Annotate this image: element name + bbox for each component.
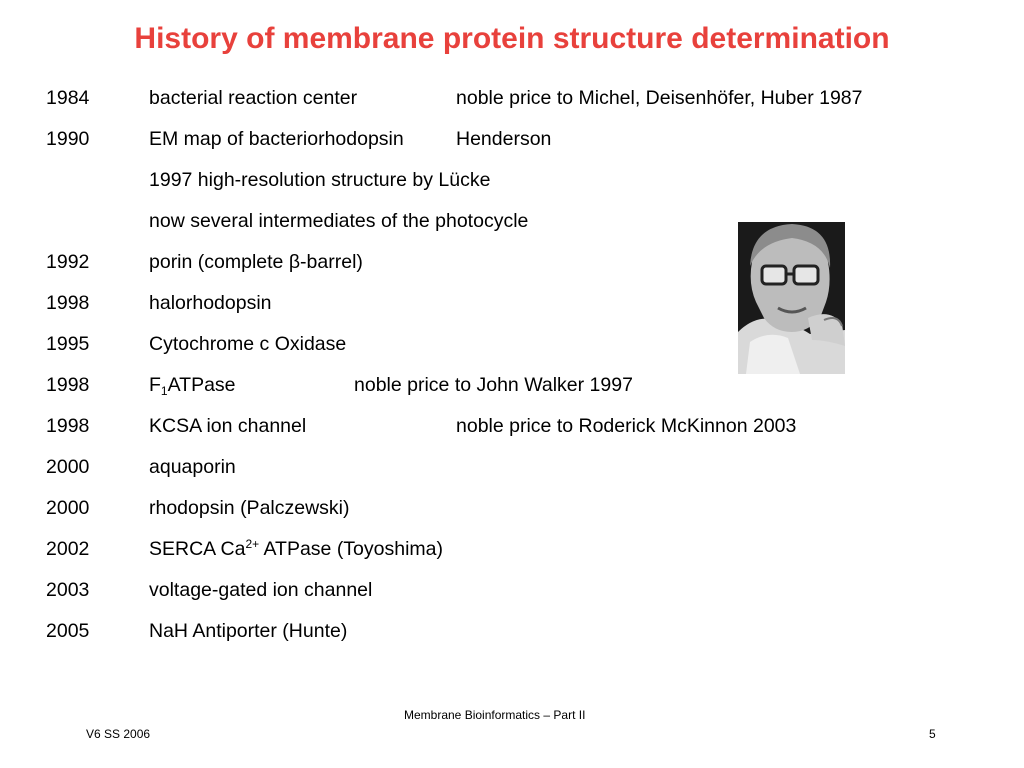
row-description: 1997 high-resolution structure by Lücke [149,169,491,191]
row-note: noble price to John Walker 1997 [354,374,633,396]
row-year: 1995 [46,333,90,355]
desc-suffix: ATPase [167,374,236,396]
desc-suffix: -barrel) [300,251,363,273]
slide-title: History of membrane protein structure determination [134,22,890,55]
footer-course-title: Membrane Bioinformatics – Part II [404,708,586,722]
row-description: halorhodopsin [149,292,272,314]
page-number: 5 [929,727,936,741]
row-description: EM map of bacteriorhodopsin [149,128,404,150]
row-year: 2002 [46,538,90,560]
desc-superscript: 2+ [245,537,260,551]
beta-symbol: β [288,251,301,273]
row-description: KCSA ion channel [149,415,307,437]
row-year: 1984 [46,87,90,109]
row-year: 2003 [46,579,90,601]
row-note: noble price to Michel, Deisenhöfer, Huber 1987 [456,87,863,109]
row-description [149,534,443,564]
desc-subscript: 1 [160,384,168,398]
row-year: 1998 [46,415,90,437]
desc-suffix: ATPase (Toyoshima) [259,538,444,560]
row-description: bacterial reaction center [149,87,358,109]
portrait-photo [738,222,845,374]
desc-prefix: F [149,374,161,396]
row-year: 2005 [46,620,90,642]
row-year: 1992 [46,251,90,273]
desc-prefix: porin (complete [149,251,289,273]
desc-prefix: SERCA Ca [149,538,246,560]
row-note: noble price to Roderick McKinnon 2003 [456,415,797,437]
row-description: rhodopsin (Palczewski) [149,497,350,519]
row-year: 2000 [46,497,90,519]
row-description: Cytochrome c Oxidase [149,333,347,355]
row-description [149,247,363,277]
row-description: aquaporin [149,456,236,478]
row-description: NaH Antiporter (Hunte) [149,620,348,642]
row-description [149,370,236,400]
row-year: 1998 [46,374,90,396]
footer-left-label: V6 SS 2006 [86,727,151,741]
row-description: now several intermediates of the photocycle [149,210,529,232]
row-year: 2000 [46,456,90,478]
row-description: voltage-gated ion channel [149,579,373,601]
row-note: Henderson [456,128,552,150]
row-year: 1998 [46,292,90,314]
row-year: 1990 [46,128,90,150]
